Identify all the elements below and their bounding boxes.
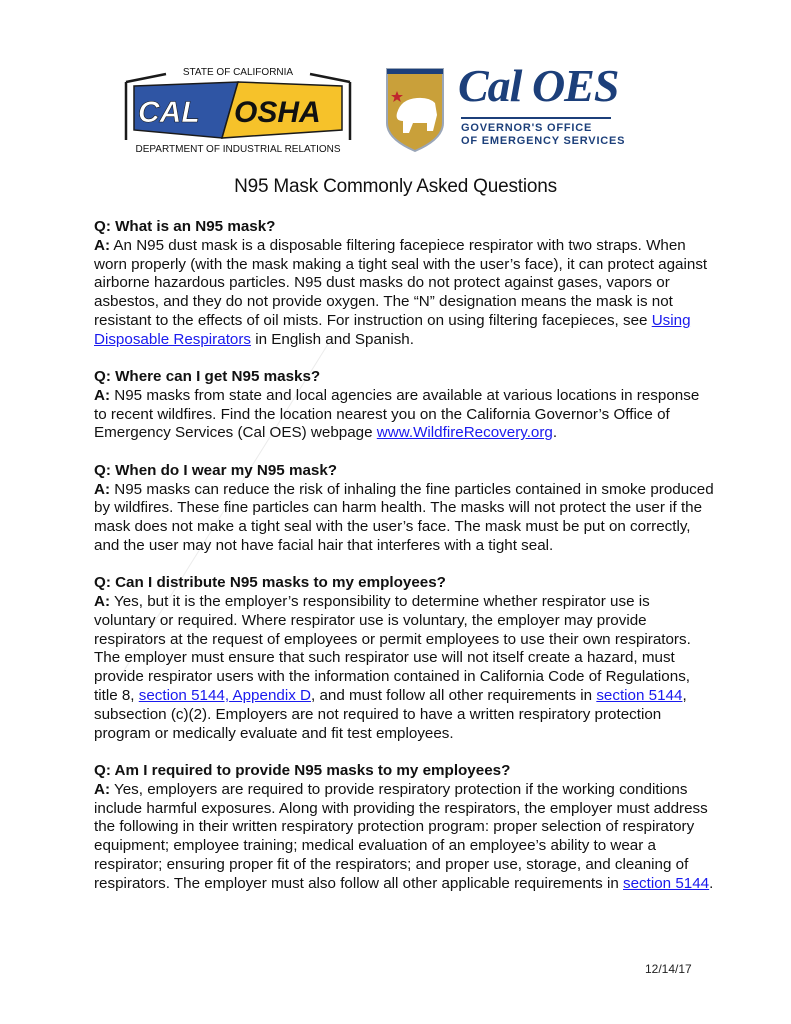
wildfire-recovery-link[interactable]: www.WildfireRecovery.org [376, 424, 553, 442]
calosha-badge-icon [118, 60, 358, 160]
caloes-title: Cal OES [458, 60, 619, 111]
question: Q: Am I required to provide N95 masks to my employees? [94, 761, 511, 779]
question: Q: What is an N95 mask? [94, 218, 276, 235]
answer-label: A: [94, 236, 111, 254]
answer-label: A: [94, 386, 111, 404]
answer-text-end: , subsection (c)(2). Employers are not required to have a written respiratory protection program or medically evaluate and fit test employees. [94, 687, 687, 742]
answer-text: N95 masks from state and local agencies are available at various locations in response to recent wildfires. Find the location nearest you on the California Governor’s Office of Emergency Services (Cal OES) webpage [94, 386, 700, 442]
answer-text: Yes, but it is the employer’s responsibility to determine whether respirator use is voluntary or required. Where respirator use is voluntary, the employer may provide respirators at the request of employees or permit employees to use their own respirators. The employer must ensure that such respirator use will not itself create a hazard, must provide respirator users with the information contained in California Code of Regulations, title 8, [94, 593, 691, 705]
calosha-bottom-text: DEPARTMENT OF INDUSTRIAL RELATIONS [135, 144, 341, 155]
calosha-top-text: STATE OF CALIFORNIA [182, 67, 294, 78]
answer-text-end: in English and Spanish. [251, 330, 414, 348]
using-disposable-respirators-link[interactable]: Using Disposable Respirators [94, 311, 691, 348]
faq-content [94, 218, 714, 912]
faq-item-required [94, 762, 714, 894]
caloes-divider [461, 117, 611, 119]
answer-label: A: [94, 780, 111, 798]
answer-text-end: . [552, 424, 558, 442]
caloes-subtitle [461, 122, 625, 148]
question: Q: Where can I get N95 masks? [94, 368, 321, 386]
header-logos [0, 55, 791, 165]
faq-item-what-is-n95 [94, 218, 714, 350]
answer-text-middle: , and must follow all other requirements in [311, 687, 597, 705]
question: Q: Can I distribute N95 masks to my employees? [94, 574, 446, 592]
faq-item-when-wear [94, 462, 714, 556]
page-title: N95 Mask Commonly Asked Questions [234, 176, 557, 197]
faq-item-distribute [94, 574, 714, 743]
caloes-subtitle-line1: GOVERNOR'S OFFICE [461, 122, 593, 134]
section-5144-link[interactable]: section 5144 [596, 687, 683, 705]
caloes-subtitle-line2: OF EMERGENCY SERVICES [461, 135, 626, 147]
answer-text: N95 masks can reduce the risk of inhaling the fine particles contained in smoke produced by wildfires. These fine particles can harm health. The masks will not protect the user if the mask does not make a tight seal with the user’s face. The mask must be put on correctly, and the user may not have facial hair that interferes with a tight seal. [94, 480, 714, 554]
faq-item-where-get [94, 368, 714, 443]
answer-label: A: [94, 593, 111, 611]
section-5144-appendix-d-link[interactable]: section 5144, Appendix D [138, 687, 311, 705]
question: Q: When do I wear my N95 mask? [94, 461, 338, 479]
section-5144-link[interactable]: section 5144 [623, 874, 710, 892]
calosha-right-word: OSHA [234, 96, 321, 129]
footer-date: 12/14/17 [645, 962, 692, 976]
answer-text-end: . [709, 874, 714, 892]
bear-shield-icon [383, 65, 447, 153]
answer-label: A: [94, 480, 111, 498]
answer-text: Yes, employers are required to provide respiratory protection if the working conditions include harmful exposures. Along with providing the respirators, the employer must address the following in their written respiratory protection program: proper selection of respiratory equipment; employee training; medical evaluation of an employee’s ability to wear a respirator; ensuring proper fit of the respirators; and proper use, storage, and cleaning of respirators. The employer must also follow all other applicable requirements in [94, 780, 708, 892]
calosha-left-word: CAL [138, 96, 200, 129]
caloes-logo [383, 60, 626, 155]
answer-text: An N95 dust mask is a disposable filtering facepiece respirator with two straps. When worn properly (with the mask making a tight seal with the user’s face), it can protect against airborne hazardous particles. N95 dust masks do not protect against gases, vapors or asbestos, and they do not provide oxygen. The “N” designation means the mask is not resistant to the effects of oil mists. For instruction on using filtering facepieces, see [94, 236, 708, 329]
calosha-logo [118, 60, 358, 160]
